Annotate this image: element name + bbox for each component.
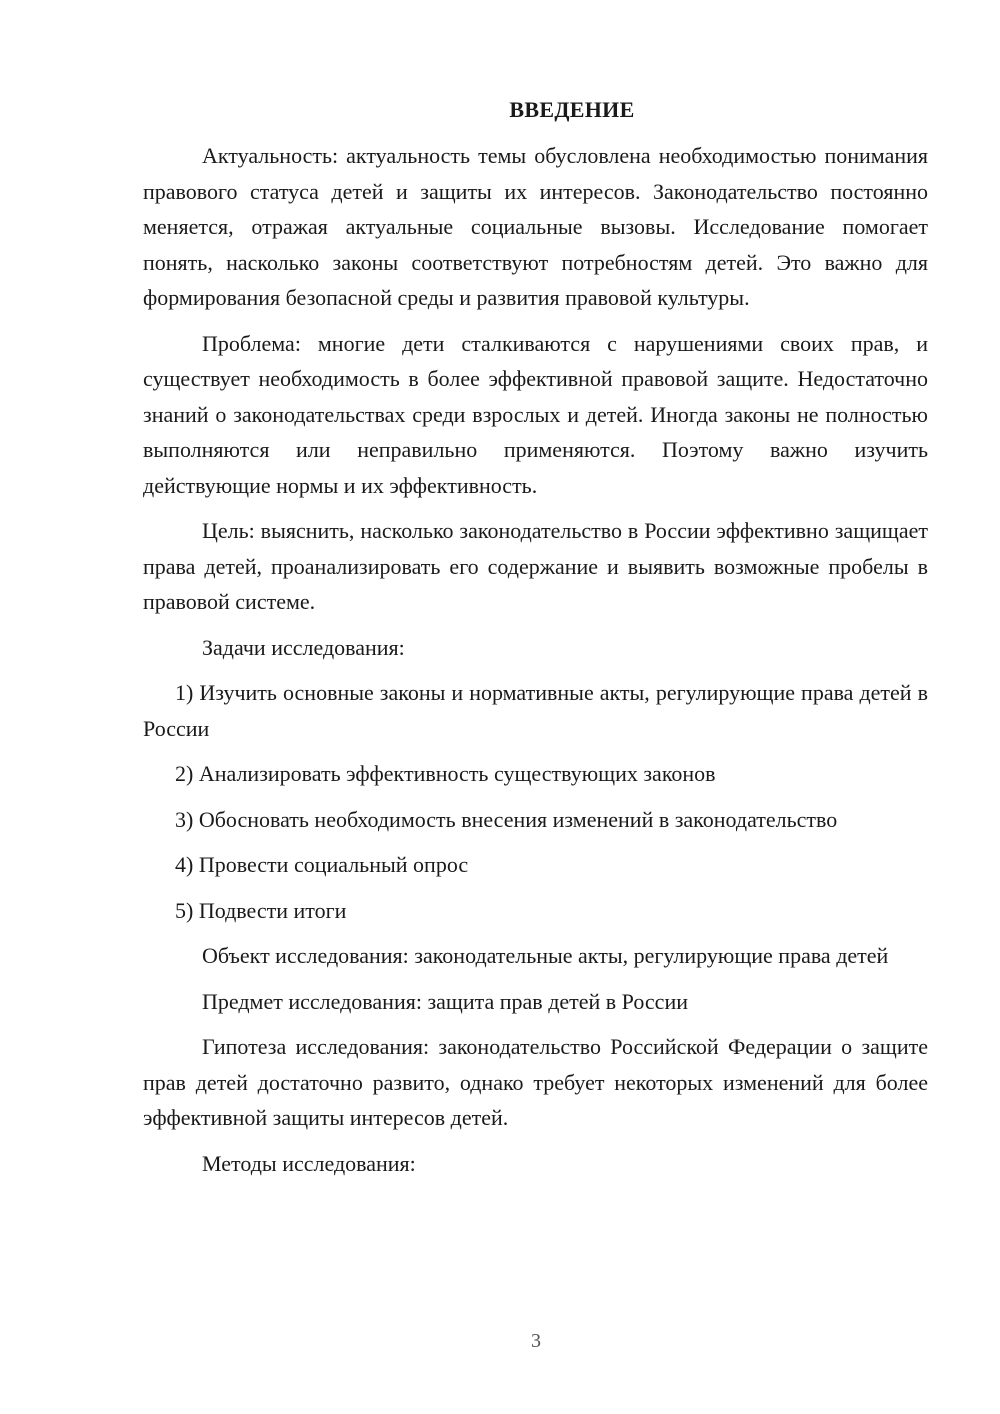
paragraph-relevance: Актуальность: актуальность темы обусловлена необходимостью понимания правового статуса детей и защиты их интересов. Законодательство постоянно меняется, отражая актуальные социальные вызовы. Исследование помогает понять, насколько законы соответствуют потребностям детей. Это важно для формирования безопасной среды и развития правовой культуры. — [143, 143, 928, 310]
task-item-2: 2) Анализировать эффективность существующих законов — [175, 761, 716, 786]
task-item-5: 5) Подвести итоги — [175, 897, 347, 923]
task-item-3: 3) Обосновать необходимость внесения изменений в законодательство — [175, 806, 838, 832]
page-title: ВВЕДЕНИЕ — [509, 97, 635, 122]
paragraph-subject: Предмет исследования: защита прав детей в России — [202, 988, 688, 1014]
document-page — [143, 96, 928, 1191]
paragraph-hypothesis: Гипотеза исследования: законодательство Российской Федерации о защите прав детей достаточно развито, однако требует некоторых изменений для более эффективной защиты интересов детей. — [143, 1034, 928, 1130]
methods-heading: Методы исследования: — [202, 1150, 416, 1176]
task-item-4: 4) Провести социальный опрос — [175, 852, 469, 877]
paragraph-goal: Цель: выяснить, насколько законодательство в России эффективно защищает права детей, проанализировать его содержание и выявить возможные пробелы в правовой системе. — [143, 518, 928, 614]
paragraph-object: Объект исследования: законодательные акты, регулирующие права детей — [202, 943, 889, 968]
paragraph-problem: Проблема: многие дети сталкиваются с нарушениями своих прав, и существует необходимость в более эффективной правовой защите. Недостаточно знаний о законодательствах среди взрослых и детей. Иногда законы не полностью выполняются или неправильно применяются. Поэтому важно изучить действующие нормы и их эффективность. — [143, 330, 928, 498]
tasks-heading: Задачи исследования: — [202, 634, 405, 660]
task-item-1: 1) Изучить основные законы и нормативные акты, регулирующие права детей в России — [143, 680, 928, 741]
page-number: 3 — [531, 1330, 541, 1352]
